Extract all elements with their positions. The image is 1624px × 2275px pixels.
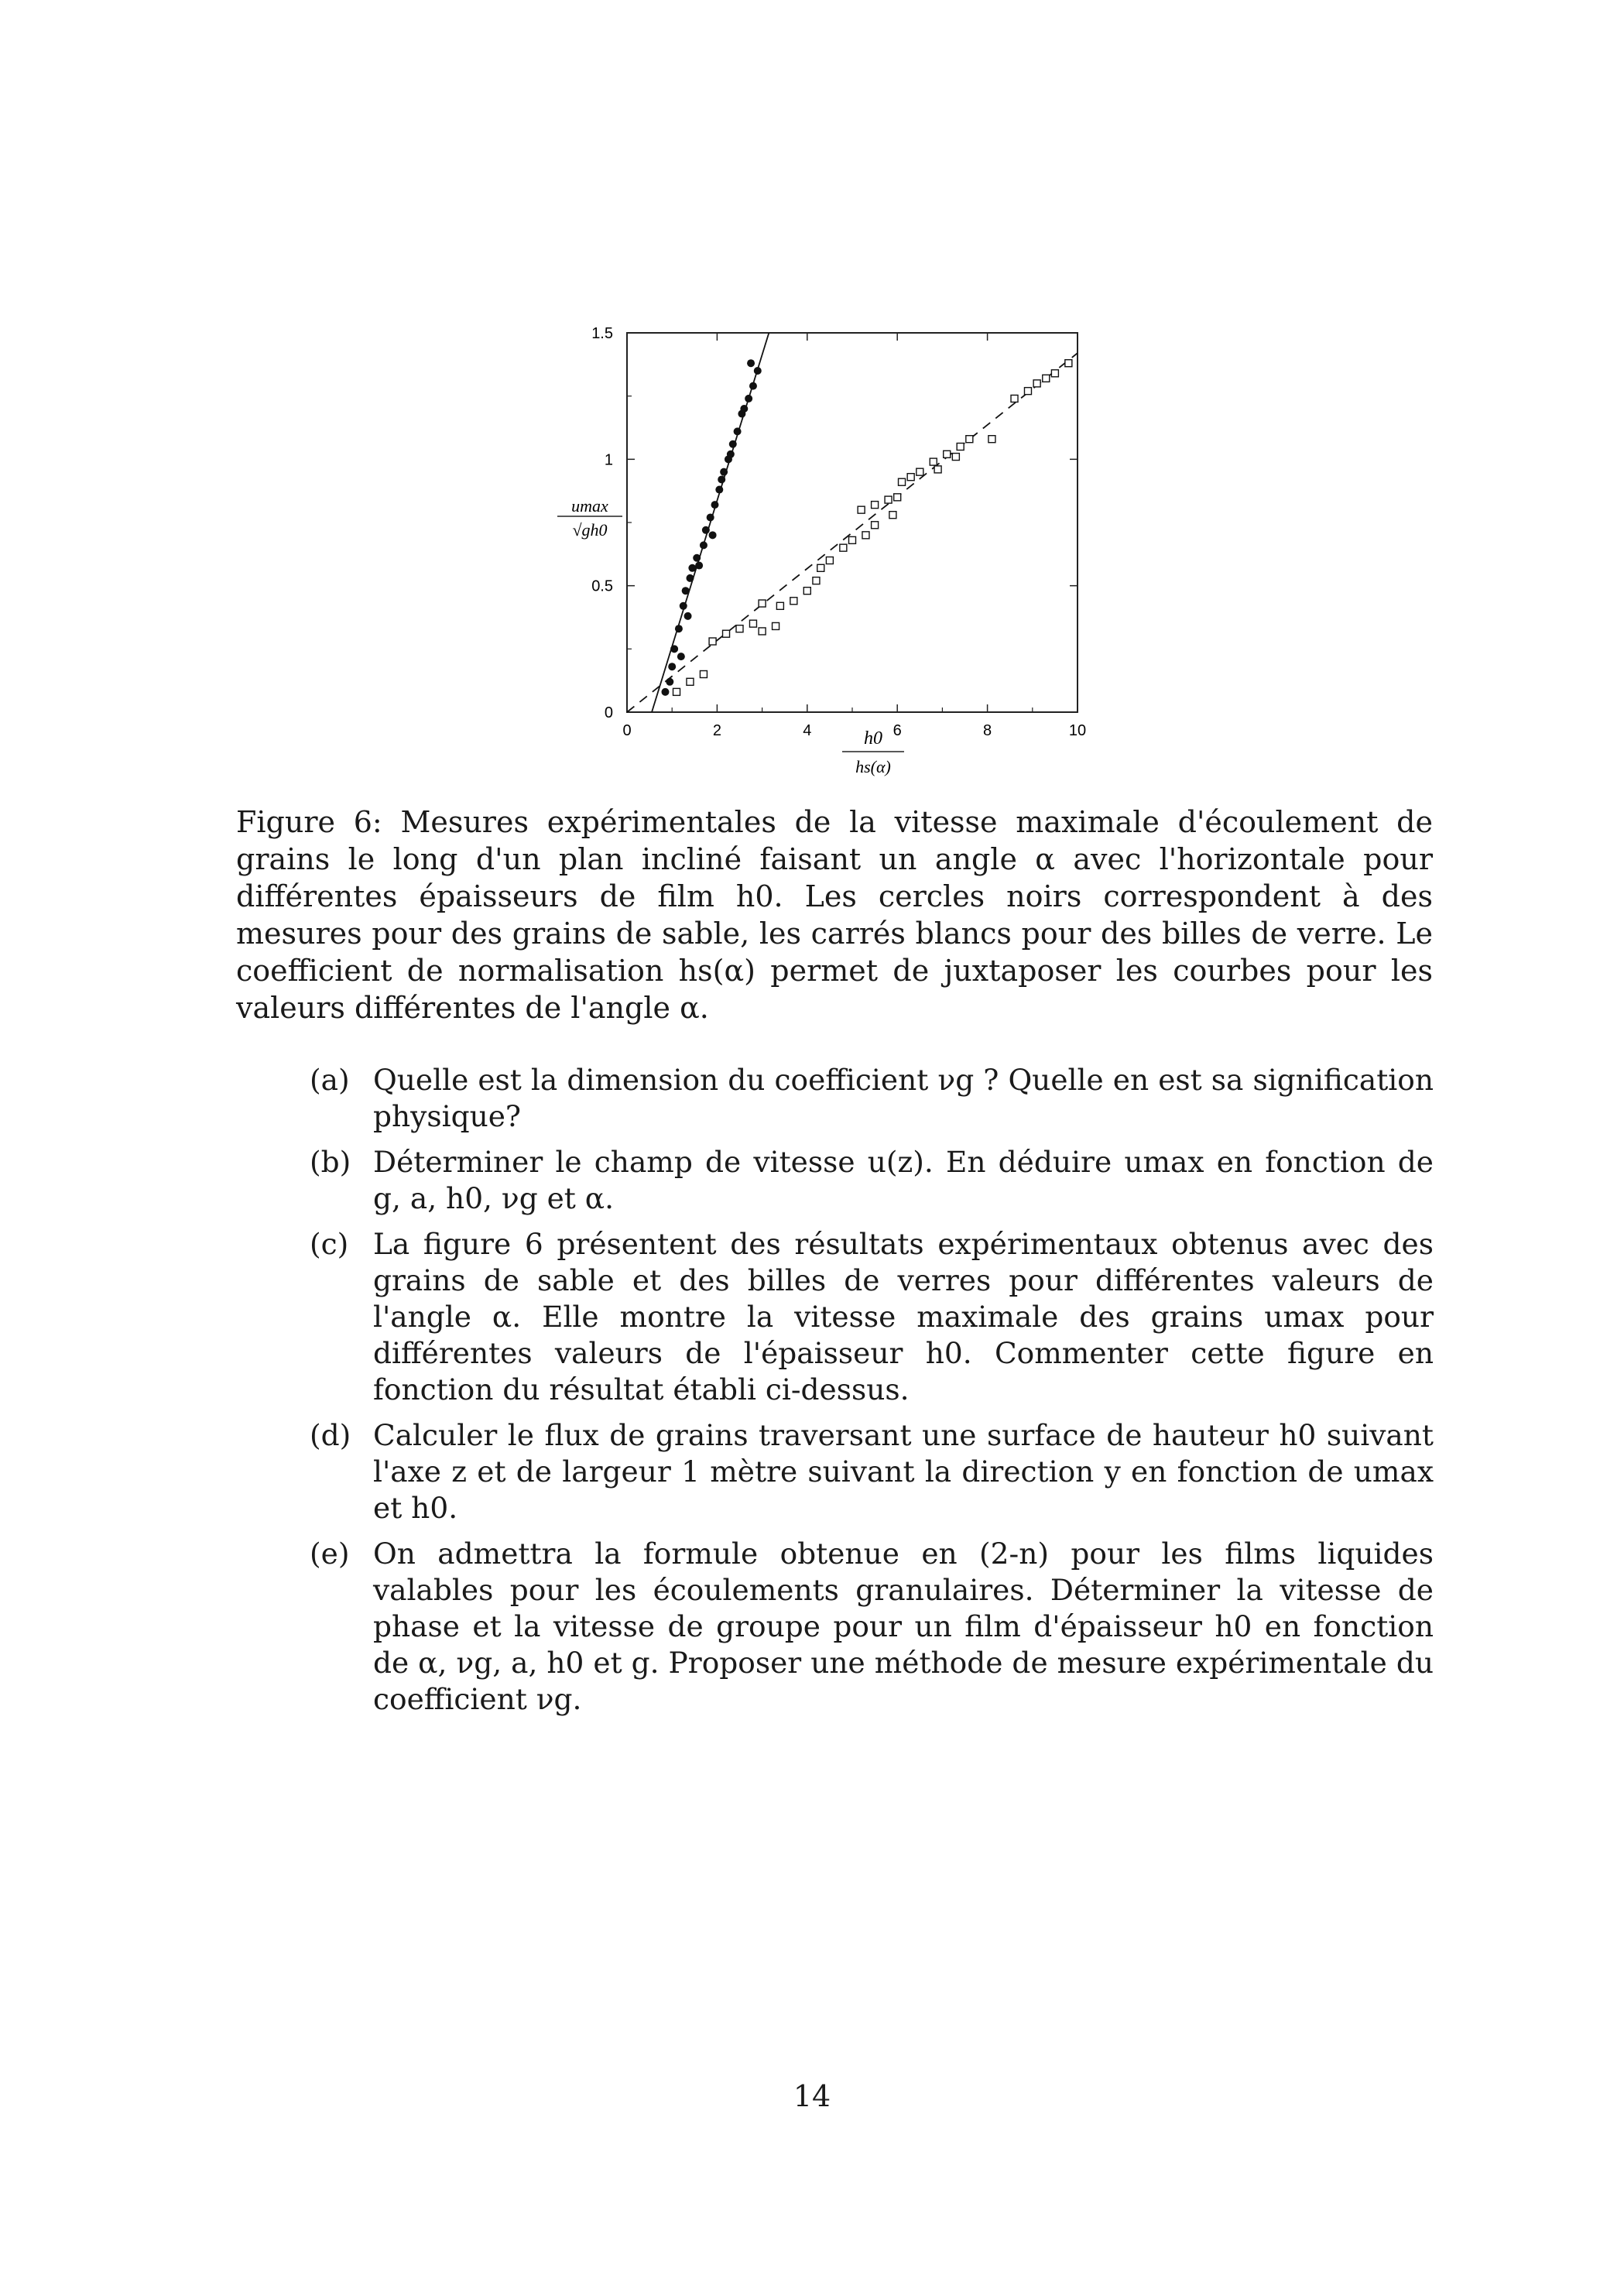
- glass-point: [916, 468, 923, 475]
- glass-point: [966, 436, 973, 443]
- glass-point: [885, 496, 892, 503]
- data-points: [661, 359, 1071, 696]
- question-label: (d): [310, 1418, 351, 1452]
- glass-point: [1065, 360, 1072, 367]
- glass-point: [1011, 395, 1018, 402]
- question-text: Quelle est la dimension du coefficient νg ? Quelle en est sa signification physique?: [373, 1063, 1434, 1133]
- sand-point: [745, 395, 752, 403]
- glass-point: [1051, 370, 1058, 377]
- glass-point: [790, 598, 797, 605]
- sand-point: [727, 451, 735, 458]
- question-label: (b): [310, 1145, 351, 1179]
- question-item: [310, 1536, 1434, 1718]
- question-text: On admettra la formule obtenue en (2-n) pour les films liquides valables pour les écoulements granulaires. Déterminer la vitesse de phase et la vitesse de groupe pour un film d'épaisseur h0 en fonction de α, νg, a, h0 et g. Proposer une méthode de mesure expérimentale du coefficient νg.: [373, 1537, 1434, 1716]
- page-number: 14: [793, 2079, 831, 2113]
- question-item: [310, 1144, 1434, 1217]
- sand-point: [693, 554, 701, 562]
- glass-point: [813, 577, 820, 584]
- glass-point: [709, 638, 716, 645]
- sand-point: [715, 486, 723, 494]
- x-tick-label: 2: [712, 722, 721, 739]
- fit-lines: [627, 333, 1078, 712]
- glass-point: [894, 494, 901, 501]
- glass-point: [759, 600, 766, 607]
- x-label-denominator: hs(α): [855, 757, 891, 776]
- glass-point: [826, 557, 833, 564]
- sand-point: [686, 574, 694, 582]
- glass-point: [700, 671, 707, 678]
- fit-line-sand: [652, 333, 769, 712]
- y-axis-label: [557, 496, 622, 540]
- glass-point: [944, 451, 951, 457]
- y-tick-label: 1: [604, 451, 613, 469]
- sand-point: [677, 653, 685, 660]
- sand-point: [711, 501, 718, 509]
- sand-point: [718, 475, 725, 483]
- glass-point: [862, 532, 869, 539]
- sand-point: [675, 625, 683, 632]
- glass-point: [840, 544, 847, 551]
- glass-point: [759, 628, 766, 635]
- question-text: La figure 6 présentent des résultats expérimentaux obtenus avec des grains de sable et des billes de verres pour différentes valeurs de l'angle α. Elle montre la vitesse maximale des grains umax pour différentes valeurs de l'épaisseur h0. Commenter cette figure en fonction du résultat établi ci-dessus.: [373, 1227, 1434, 1406]
- glass-point: [817, 564, 824, 571]
- x-label-numerator: h0: [864, 728, 882, 749]
- sand-point: [707, 513, 714, 521]
- glass-point: [736, 625, 743, 632]
- sand-point: [684, 612, 692, 620]
- glass-point: [673, 688, 680, 695]
- glass-point: [858, 506, 865, 513]
- x-tick-label: 6: [893, 722, 902, 739]
- sand-point: [680, 602, 687, 610]
- y-tick-label: 0: [604, 704, 613, 721]
- glass-point: [1033, 380, 1040, 387]
- plot-frame: [627, 333, 1078, 712]
- glass-point: [849, 536, 856, 543]
- fit-line-glass: [627, 353, 1078, 712]
- y-tick-label: 0.5: [591, 577, 613, 595]
- sand-point: [670, 645, 678, 653]
- sand-point: [747, 359, 755, 367]
- glass-point: [1024, 388, 1031, 395]
- glass-point: [988, 436, 995, 443]
- glass-point: [907, 474, 914, 481]
- glass-point: [776, 602, 783, 609]
- sand-point: [740, 405, 748, 413]
- question-label: (a): [310, 1063, 350, 1097]
- axis-ticks: [591, 325, 1086, 739]
- x-tick-label: 0: [622, 722, 632, 739]
- y-label-denominator: √gh0: [572, 520, 608, 540]
- x-tick-label: 10: [1068, 722, 1087, 739]
- y-tick-label: 1.5: [591, 325, 613, 342]
- glass-point: [687, 678, 694, 685]
- sand-point: [749, 382, 757, 390]
- y-label-numerator: umax: [571, 496, 608, 516]
- question-label: (e): [310, 1537, 350, 1571]
- sand-point: [666, 678, 673, 686]
- glass-point: [723, 630, 730, 637]
- sand-point: [700, 541, 708, 549]
- sand-point: [734, 427, 742, 435]
- glass-point: [872, 502, 879, 509]
- glass-point: [889, 512, 896, 519]
- x-tick-label: 4: [803, 722, 812, 739]
- question-item: [310, 1062, 1434, 1135]
- figure-6-chart: [542, 313, 1130, 786]
- glass-point: [773, 622, 779, 629]
- sand-point: [709, 531, 717, 539]
- question-item: [310, 1226, 1434, 1408]
- glass-point: [899, 478, 906, 485]
- sand-point: [702, 526, 710, 534]
- sand-point: [668, 663, 676, 670]
- sand-point: [754, 367, 762, 375]
- question-text: Calculer le flux de grains traversant une surface de hauteur h0 suivant l'axe z et de largeur 1 mètre suivant la direction y en fonction de umax et h0.: [373, 1418, 1434, 1525]
- glass-point: [934, 466, 941, 473]
- sand-point: [695, 562, 703, 570]
- glass-point: [749, 620, 756, 627]
- glass-point: [952, 454, 959, 461]
- question-label: (c): [310, 1227, 349, 1261]
- sand-point: [720, 468, 728, 476]
- glass-point: [872, 522, 879, 529]
- glass-point: [1043, 375, 1050, 382]
- glass-point: [930, 458, 937, 465]
- glass-point: [803, 588, 810, 594]
- question-item: [310, 1417, 1434, 1526]
- question-list: [310, 1062, 1434, 1727]
- sand-point: [729, 440, 737, 448]
- x-tick-label: 8: [983, 722, 992, 739]
- question-text: Déterminer le champ de vitesse u(z). En déduire umax en fonction de g, a, h0, νg et α.: [373, 1145, 1434, 1215]
- sand-point: [682, 587, 690, 594]
- sand-point: [688, 564, 696, 572]
- sand-point: [661, 688, 669, 696]
- figure-caption: Figure 6: Mesures expérimentales de la vitesse maximale d'écoulement de grains le long d'un plan incliné faisant un angle α avec l'horizontale pour différentes épaisseurs de film h0. Les cercles noirs correspondent à des mesures pour des grains de sable, les carrés blancs pour des billes de verre. Le coefficient de normalisation hs(α) permet de juxtaposer les courbes pour les valeurs différentes de l'angle α.: [236, 805, 1433, 1025]
- glass-point: [957, 444, 964, 451]
